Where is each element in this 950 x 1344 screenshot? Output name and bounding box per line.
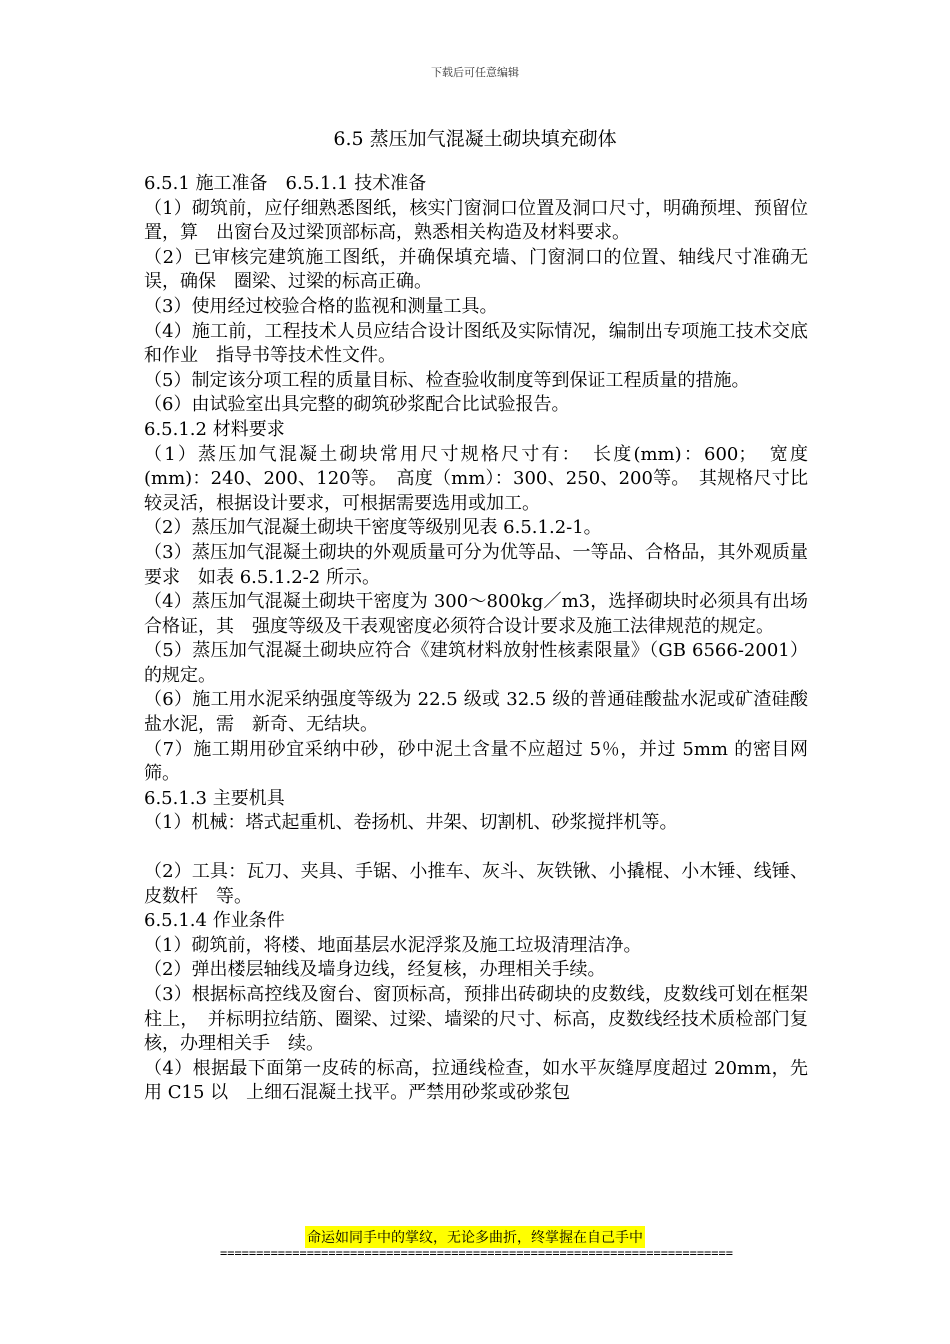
paragraph: （7）施工期用砂宜采纳中砂，砂中泥土含量不应超过 5％，并过 5mm 的密目网筛。 [144,738,808,785]
section-heading: 6.5.1 施工准备 6.5.1.1 技术准备 [144,173,427,194]
paragraph: （2）已审核完建筑施工图纸，并确保填充墙、门窗洞口的位置、轴线尺寸准确无误，确保 圈梁、过梁的标高正确。 [144,246,808,293]
document-body [144,172,808,1106]
paragraph: （2）工具：瓦刀、夹具、手锯、小推车、灰斗、灰铁锹、小撬棍、小木锤、线锤、皮数杆 等。 [144,861,808,907]
document-title: 6.5 蒸压加气混凝土砌块填充砌体 [333,128,617,150]
paragraph: （2）蒸压加气混凝土砌块干密度等级别见表 6.5.1.2-1。 [144,517,602,539]
section-heading: 6.5.1.3 主要机具 [144,787,285,809]
paragraph: （4）施工前，工程技术人员应结合设计图纸及实际情况，编制出专项施工技术交底和作业 指导书等技术性文件。 [144,320,808,367]
section-heading: 6.5.1.2 材料要求 [144,418,285,440]
paragraph: （4）根据最下面第一皮砖的标高，拉通线检查，如水平灰缝厚度超过 20mm，先用 C15 以 上细石混凝土找平。严禁用砂浆或砂浆包 [144,1057,808,1104]
page-header-note: 下载后可任意编辑 [431,66,519,79]
paragraph: （6）施工用水泥采纳强度等级为 22.5 级或 32.5 级的普通硅酸盐水泥或矿渣硅酸盐水泥，需 新奇、无结块。 [144,689,808,736]
paragraph: （1）砌筑前，应仔细熟悉图纸，核实门窗洞口位置及洞口尺寸，明确预埋、预留位置，算 出窗台及过梁顶部标高，熟悉相关构造及材料要求。 [144,197,808,244]
paragraph: （4）蒸压加气混凝土砌块干密度为 300～800kg／m3，选择砌块时必须具有出场合格证，其 强度等级及干表观密度必须符合设计要求及施工法律规范的规定。 [144,591,808,637]
footer-divider: ======================================================================= [220,1247,733,1259]
paragraph: （1）砌筑前，将楼、地面基层水泥浮浆及施工垃圾清理洁净。 [144,934,642,956]
paragraph: （2）弹出楼层轴线及墙身边线，经复核，办理相关手续。 [144,959,606,981]
paragraph: （3）蒸压加气混凝土砌块的外观质量可分为优等品、一等品、合格品，其外观质量要求 如表 6.5.1.2-2 所示。 [144,541,808,588]
page-footer [0,1226,950,1248]
paragraph: （6）由试验室出具完整的砌筑砂浆配合比试验报告。 [144,394,570,416]
paragraph: （1）蒸压加气混凝土砌块常用尺寸规格尺寸有： 长度(mm)：600； 宽度(mm)：240、200、120等。 高度（mm）：300、250、200等。 其规格尺寸比较灵活，根据设计要求，可根据需要选用或加工。 [144,443,808,514]
paragraph: （3）根据标高控线及窗台、窗顶标高，预排出砖砌块的皮数线，皮数线可划在框架柱上， 并标明拉结筋、圈梁、过梁、墙梁的尺寸、标高，皮数线经技术质检部门复核，办理相关手 续。 [144,984,808,1055]
paragraph: （5）蒸压加气混凝土砌块应符合《建筑材料放射性核素限量》（GB 6566-2001）的规定。 [144,640,808,686]
section-heading: 6.5.1.4 作业条件 [144,910,285,932]
paragraph: （3）使用经过校验合格的监视和测量工具。 [144,295,498,317]
paragraph: （1）机械：塔式起重机、卷扬机、井架、切割机、砂浆搅拌机等。 [144,812,678,834]
paragraph: （5）制定该分项工程的质量目标、检查验收制度等到保证工程质量的措施。 [144,369,750,391]
footer-motto: 命运如同手中的掌纹，无论多曲折，终掌握在自己手中 [305,1226,645,1248]
